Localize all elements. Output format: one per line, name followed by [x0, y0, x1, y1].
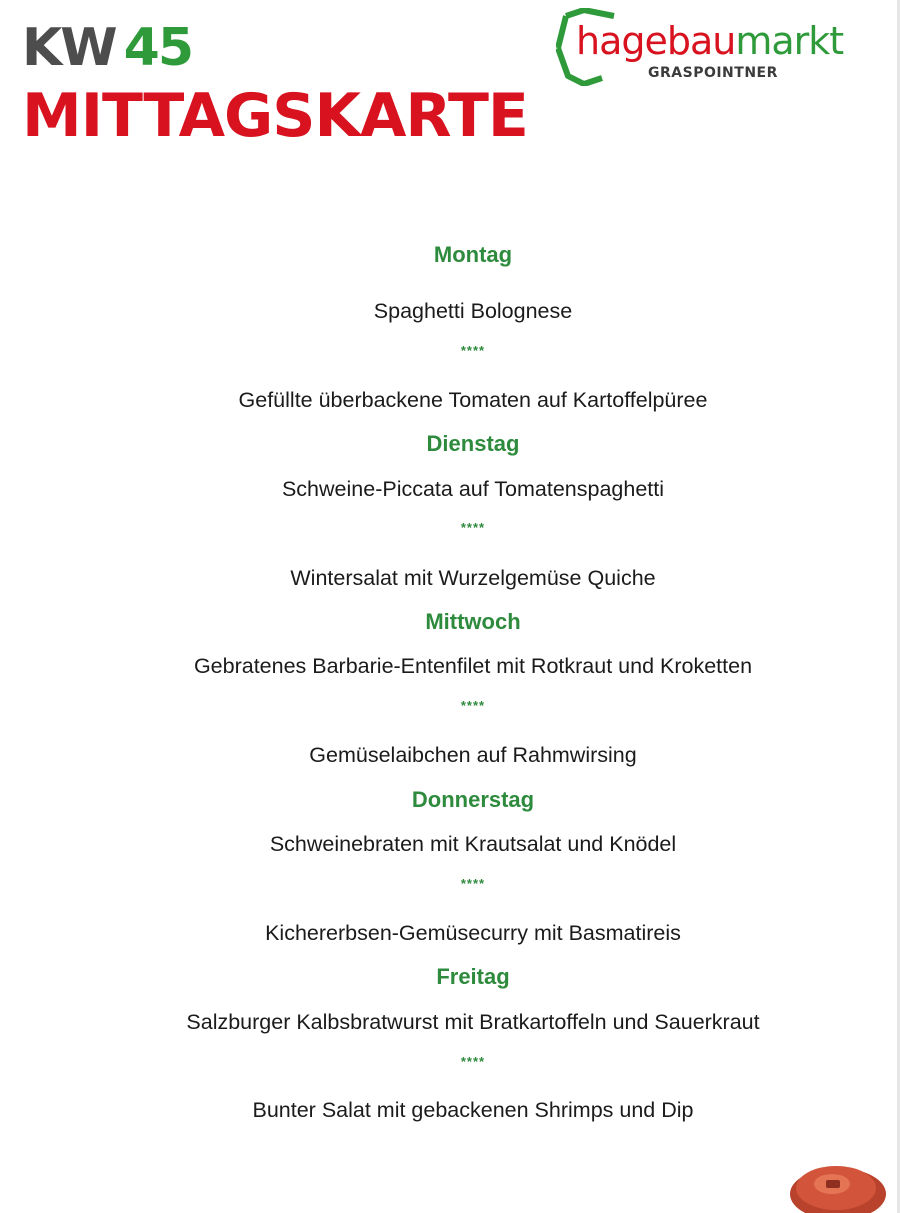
week-number: 45	[123, 18, 193, 78]
day-heading-wednesday: Mittwoch	[425, 609, 521, 634]
dish-friday-1: Salzburger Kalbsbratwurst mit Bratkartoffeln und Sauerkraut	[186, 1010, 760, 1034]
dish-wednesday-2: Gemüselaibchen auf Rahmwirsing	[309, 743, 637, 767]
dish-tuesday-1: Schweine-Piccata auf Tomatenspaghetti	[281, 477, 665, 501]
dish-monday-1: Spaghetti Bolognese	[373, 299, 573, 323]
dish-friday-2: Bunter Salat mit gebackenen Shrimps und Dip	[252, 1098, 694, 1122]
week-prefix: KW	[22, 18, 116, 78]
separator-monday: ****	[460, 343, 486, 358]
logo-brand-part2: markt	[735, 19, 844, 63]
logo-subtitle: GRASPOINTNER	[648, 65, 778, 81]
page-title: MITTAGSKARTE	[22, 81, 528, 151]
hagebaumarkt-logo	[556, 8, 866, 86]
dish-tuesday-2: Wintersalat mit Wurzelgemüse Quiche	[290, 566, 656, 590]
logo-wordmark	[576, 20, 843, 62]
dish-thursday-2: Kichererbsen-Gemüsecurry mit Basmatireis	[265, 921, 681, 945]
separator-tuesday: ****	[460, 520, 486, 535]
separator-thursday: ****	[460, 876, 486, 891]
separator-wednesday: ****	[460, 698, 486, 713]
dish-wednesday-1: Gebratenes Barbarie-Entenfilet mit Rotkraut und Kroketten	[193, 654, 753, 678]
day-heading-tuesday: Dienstag	[426, 431, 520, 456]
separator-friday: ****	[460, 1054, 486, 1069]
dish-monday-2: Gefüllte überbackene Tomaten auf Kartoffelpüree	[238, 388, 708, 412]
day-heading-friday: Freitag	[436, 964, 510, 989]
pushpin-icon	[786, 1150, 886, 1213]
day-heading-thursday: Donnerstag	[411, 787, 535, 812]
logo-brand-part1: hagebau	[576, 19, 736, 63]
day-heading-monday: Montag	[433, 242, 513, 267]
dish-thursday-1: Schweinebraten mit Krautsalat und Knödel	[269, 832, 677, 856]
week-label	[22, 18, 193, 78]
